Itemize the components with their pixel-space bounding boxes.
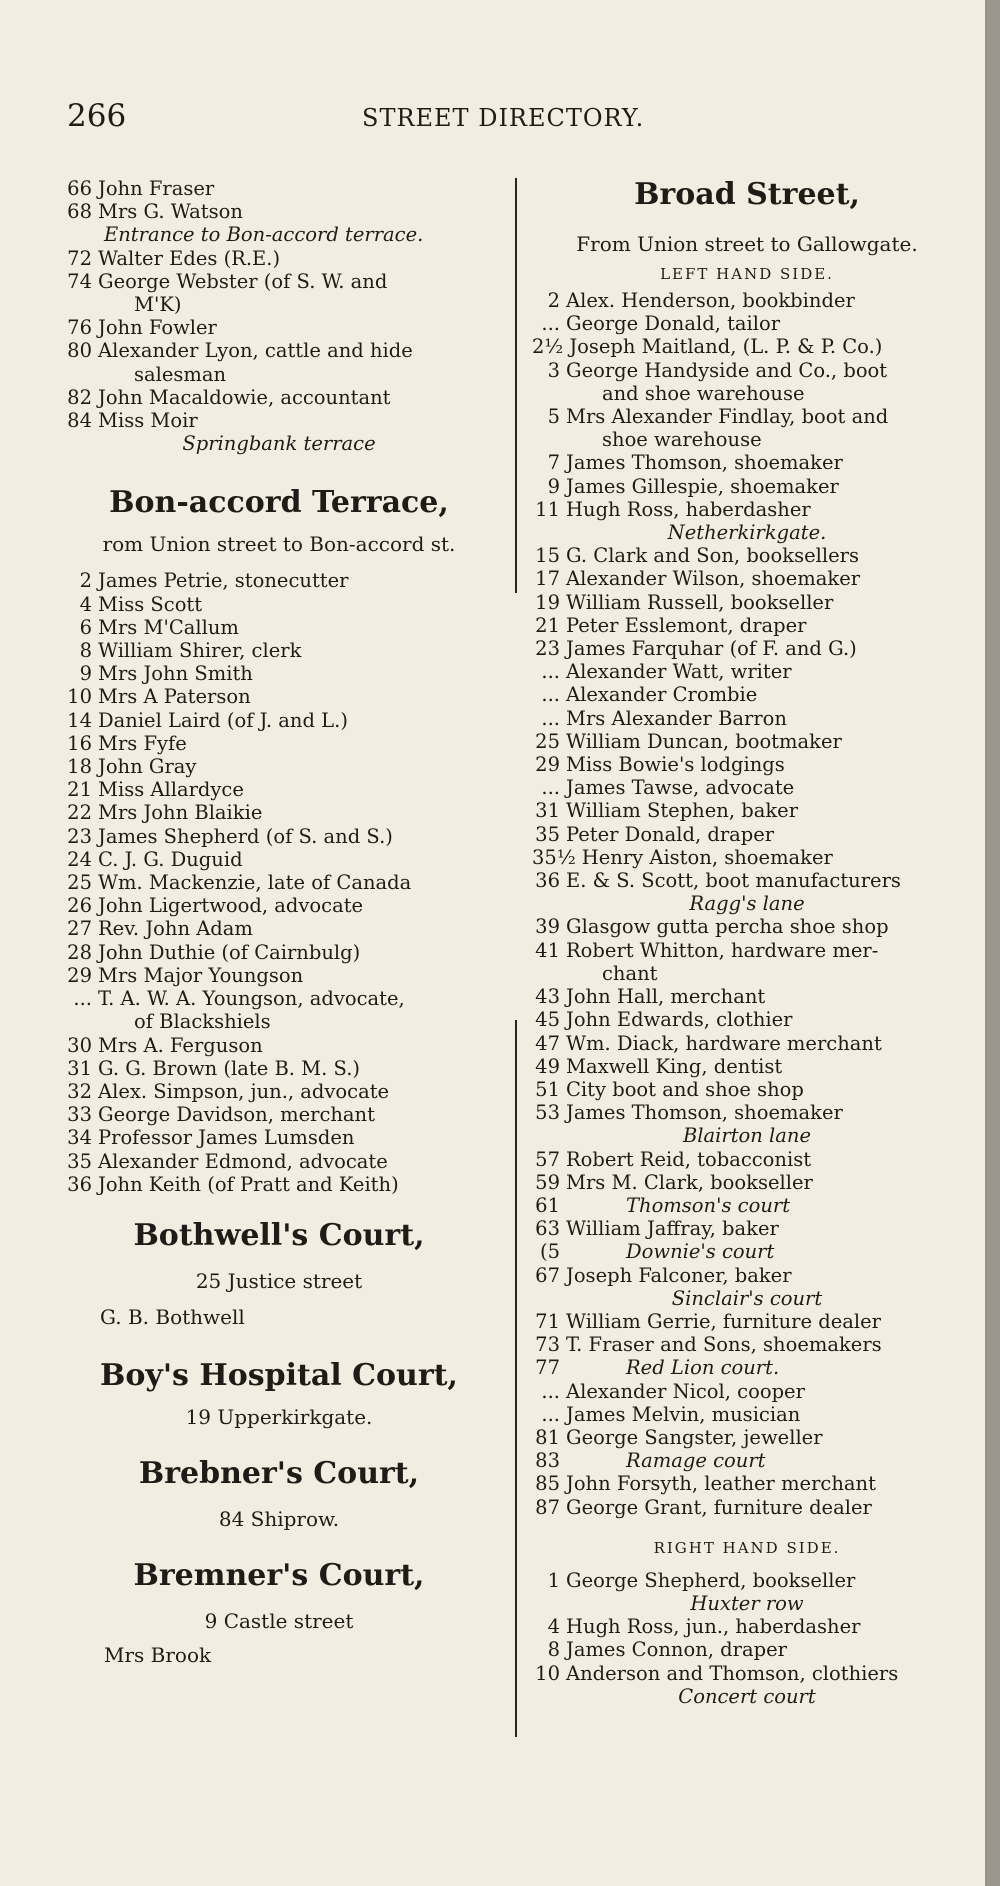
occupant-name: Alexander Edmond, advocate bbox=[98, 1149, 388, 1173]
directory-entry bbox=[532, 335, 962, 358]
occupant-name: Alexander Watt, writer bbox=[566, 660, 792, 684]
house-number: ... bbox=[541, 312, 560, 336]
entry-continuation: M'K) bbox=[134, 293, 182, 317]
occupant-name: Glasgow gutta percha shoe shop bbox=[566, 915, 889, 939]
house-number: 83 bbox=[535, 1449, 560, 1473]
directory-entry bbox=[64, 732, 494, 755]
occupant-name: John Macaldowie, accountant bbox=[98, 385, 391, 409]
house-number: 77 bbox=[535, 1356, 560, 1380]
occupant-name: James Thomson, shoemaker bbox=[566, 1101, 843, 1125]
side-label: LEFT HAND SIDE. bbox=[660, 265, 834, 283]
directory-entry bbox=[64, 593, 494, 616]
occupant-name: Mrs John Smith bbox=[98, 662, 253, 686]
directory-entry bbox=[64, 316, 494, 339]
occupant-name: Mrs A Paterson bbox=[98, 685, 251, 709]
occupant-name: John Gray bbox=[98, 755, 197, 779]
occupant-name: Mrs Alexander Findlay, boot and bbox=[566, 405, 889, 429]
occupant-name: Mrs Alexander Barron bbox=[566, 706, 787, 730]
page-edge bbox=[985, 0, 1000, 1886]
occupant-name: Peter Esslemont, draper bbox=[566, 613, 807, 637]
section-heading: Boy's Hospital Court, bbox=[100, 1357, 458, 1393]
section-heading: Broad Street, bbox=[634, 177, 860, 212]
house-number: 23 bbox=[535, 637, 560, 661]
street-note: Springbank terrace bbox=[182, 432, 376, 456]
occupant-name: Alex. Simpson, jun., advocate bbox=[98, 1079, 390, 1103]
house-number: 68 bbox=[67, 200, 92, 224]
directory-entry bbox=[532, 289, 962, 312]
house-number: 16 bbox=[67, 731, 92, 755]
occupant-name: E. & S. Scott, boot manufacturers bbox=[566, 869, 901, 893]
house-number: 2 bbox=[547, 289, 560, 312]
directory-entry bbox=[64, 825, 494, 848]
house-number: 22 bbox=[67, 801, 92, 825]
occupant-name: George Handyside and Co., boot bbox=[566, 358, 888, 382]
house-number: 59 bbox=[535, 1170, 560, 1194]
directory-entry bbox=[64, 685, 494, 708]
house-number: ... bbox=[541, 683, 560, 707]
directory-entry bbox=[64, 639, 494, 662]
right-column bbox=[532, 177, 962, 1708]
house-number: 72 bbox=[67, 246, 92, 270]
directory-entry bbox=[532, 637, 962, 660]
occupant-name: George Webster (of S. W. and bbox=[98, 269, 388, 293]
directory-entry bbox=[64, 1150, 494, 1173]
street-note: Huxter row bbox=[690, 1591, 804, 1615]
continued-entries bbox=[64, 177, 494, 223]
house-number: 9 bbox=[547, 474, 560, 498]
house-number: 27 bbox=[67, 917, 92, 941]
house-number: 81 bbox=[535, 1425, 560, 1449]
house-number: ... bbox=[73, 987, 92, 1011]
directory-entry bbox=[532, 683, 962, 706]
occupant-name: Hugh Ross, haberdasher bbox=[566, 497, 811, 521]
occupant-name: James Petrie, stonecutter bbox=[98, 569, 349, 593]
house-number: 1 bbox=[547, 1568, 560, 1592]
occupant-name: Alexander Lyon, cattle and hide bbox=[98, 339, 413, 363]
column-rule-top bbox=[515, 178, 517, 593]
occupant-name: Daniel Laird (of J. and L.) bbox=[98, 708, 348, 732]
occupant-name: Maxwell King, dentist bbox=[566, 1054, 783, 1078]
occupant-name: James Melvin, musician bbox=[566, 1402, 801, 1426]
house-number: 35 bbox=[67, 1149, 92, 1173]
occupant-name: John Keith (of Pratt and Keith) bbox=[98, 1172, 399, 1196]
directory-entry bbox=[532, 1148, 962, 1171]
directory-entry bbox=[532, 1449, 962, 1472]
street-note: Netherkirkgate. bbox=[667, 521, 827, 545]
directory-entry bbox=[64, 894, 494, 917]
house-number: 35 bbox=[535, 822, 560, 846]
house-number: 31 bbox=[67, 1056, 92, 1080]
house-number: 28 bbox=[67, 940, 92, 964]
house-number: 21 bbox=[67, 778, 92, 802]
left-column bbox=[64, 177, 494, 1668]
occupant-name: James Tawse, advocate bbox=[566, 776, 795, 800]
occupant-name: Alexander Nicol, cooper bbox=[566, 1379, 805, 1403]
house-number: 19 bbox=[535, 590, 560, 614]
occupant-name: William Stephen, baker bbox=[566, 799, 799, 823]
street-note: Blairton lane bbox=[682, 1124, 812, 1148]
house-number: 15 bbox=[535, 544, 560, 568]
directory-entry bbox=[64, 1034, 494, 1057]
directory-entry bbox=[532, 985, 962, 1008]
occupant-name: George Davidson, merchant bbox=[98, 1103, 375, 1127]
house-number: 73 bbox=[535, 1333, 560, 1357]
house-number: 36 bbox=[67, 1172, 92, 1196]
occupant-name: Hugh Ross, jun., haberdasher bbox=[566, 1615, 861, 1639]
house-number: 8 bbox=[547, 1638, 560, 1662]
directory-entry bbox=[64, 871, 494, 894]
house-number: ... bbox=[541, 776, 560, 800]
column-rule-bottom bbox=[515, 1020, 517, 1737]
directory-entry bbox=[64, 386, 494, 409]
house-number: 63 bbox=[535, 1217, 560, 1241]
directory-entry bbox=[532, 1426, 962, 1449]
house-number: 36 bbox=[535, 869, 560, 893]
house-number: 67 bbox=[535, 1263, 560, 1287]
directory-entry bbox=[532, 823, 962, 846]
directory-entry bbox=[532, 1032, 962, 1055]
house-number: 80 bbox=[67, 339, 92, 363]
directory-entry bbox=[532, 1101, 962, 1124]
occupant-name: John Fraser bbox=[98, 177, 215, 200]
house-number: 47 bbox=[535, 1031, 560, 1055]
occupant-name: James Farquhar (of F. and G.) bbox=[566, 637, 857, 661]
occupant-name: Robert Whitton, hardware mer- bbox=[566, 938, 879, 962]
directory-entry bbox=[532, 1310, 962, 1333]
page-number: 266 bbox=[67, 98, 127, 134]
occupant-name: John Hall, merchant bbox=[566, 985, 766, 1009]
directory-entry bbox=[64, 270, 494, 293]
occupant-name: John Duthie (of Cairnbulg) bbox=[98, 940, 361, 964]
occupant-name: Joseph Falconer, baker bbox=[566, 1263, 792, 1287]
occupant-name: G. Clark and Son, booksellers bbox=[566, 544, 859, 568]
directory-entry bbox=[532, 1569, 962, 1592]
occupant-name: John Fowler bbox=[98, 316, 217, 340]
occupant-name: C. J. G. Duguid bbox=[98, 847, 243, 871]
occupant-name: George Sangster, jeweller bbox=[566, 1425, 823, 1449]
occupant-name: Miss Allardyce bbox=[98, 778, 244, 802]
occupant-name: Joseph Maitland, (L. P. & P. Co.) bbox=[569, 335, 883, 359]
house-number: 66 bbox=[67, 177, 92, 200]
house-number: 11 bbox=[535, 497, 560, 521]
house-number: 39 bbox=[535, 915, 560, 939]
street-note: Downie's court bbox=[626, 1240, 775, 1264]
occupant-name: Mrs A. Ferguson bbox=[98, 1033, 263, 1057]
house-number: 35½ bbox=[532, 845, 576, 869]
occupant-name: William Shirer, clerk bbox=[98, 639, 302, 663]
directory-entry bbox=[64, 755, 494, 778]
directory-entry bbox=[532, 1264, 962, 1287]
occupant-name: William Duncan, bootmaker bbox=[566, 729, 842, 753]
directory-entry bbox=[532, 567, 962, 590]
occupant-name: Mrs John Blaikie bbox=[98, 801, 263, 825]
house-number: 17 bbox=[535, 567, 560, 591]
directory-entry bbox=[532, 1333, 962, 1356]
directory-entry bbox=[64, 1103, 494, 1126]
occupant-name: Mrs Major Youngson bbox=[98, 963, 304, 987]
directory-entry bbox=[64, 616, 494, 639]
directory-entry bbox=[532, 799, 962, 822]
house-number: 24 bbox=[67, 847, 92, 871]
entry-continuation: of Blackshiels bbox=[134, 1010, 271, 1034]
directory-entry bbox=[64, 917, 494, 940]
house-number: 57 bbox=[535, 1147, 560, 1171]
bon-accord-entries bbox=[64, 569, 494, 1195]
directory-entry bbox=[64, 662, 494, 685]
directory-entry bbox=[532, 1380, 962, 1403]
house-number: 26 bbox=[67, 894, 92, 918]
directory-entry bbox=[532, 869, 962, 892]
directory-entry bbox=[64, 1173, 494, 1196]
occupant-name: Rev. John Adam bbox=[98, 917, 253, 941]
house-number: 51 bbox=[535, 1077, 560, 1101]
directory-entry bbox=[532, 312, 962, 335]
house-number: 87 bbox=[535, 1495, 560, 1519]
occupant-name: City boot and shoe shop bbox=[566, 1077, 804, 1101]
house-number: 53 bbox=[535, 1101, 560, 1125]
house-number: 21 bbox=[535, 613, 560, 637]
directory-entry bbox=[532, 591, 962, 614]
house-number: 5 bbox=[547, 405, 560, 429]
house-number: 6 bbox=[79, 615, 92, 639]
directory-entry bbox=[532, 475, 962, 498]
section-heading: Brebner's Court, bbox=[138, 1455, 420, 1491]
directory-entry bbox=[532, 359, 962, 382]
house-number: 43 bbox=[535, 985, 560, 1009]
directory-entry bbox=[532, 939, 962, 962]
house-number: 3 bbox=[547, 358, 560, 382]
occupant-name: Anderson and Thomson, clothiers bbox=[566, 1661, 899, 1685]
directory-entry bbox=[532, 1240, 962, 1263]
occupant-name: Mrs M'Callum bbox=[98, 615, 239, 639]
directory-entry bbox=[64, 964, 494, 987]
occupant-name: John Ligertwood, advocate bbox=[98, 894, 364, 918]
directory-entry bbox=[64, 177, 494, 200]
house-number: 7 bbox=[547, 451, 560, 475]
house-number: ... bbox=[541, 1402, 560, 1426]
house-number: 2½ bbox=[532, 335, 564, 359]
house-number: 32 bbox=[67, 1079, 92, 1103]
directory-entry bbox=[532, 1472, 962, 1495]
court-resident: Mrs Brook bbox=[104, 1642, 212, 1667]
occupant-name: Walter Edes (R.E.) bbox=[98, 246, 281, 270]
house-number: 49 bbox=[535, 1054, 560, 1078]
directory-entry bbox=[532, 1171, 962, 1194]
directory-entry bbox=[532, 1403, 962, 1426]
entry-continuation: shoe warehouse bbox=[602, 428, 762, 452]
right-side-entries bbox=[532, 1569, 962, 1708]
occupant-name: Peter Donald, draper bbox=[566, 822, 775, 846]
occupant-name: G. G. Brown (late B. M. S.) bbox=[98, 1056, 361, 1080]
house-number: 14 bbox=[67, 708, 92, 732]
directory-entry bbox=[532, 544, 962, 567]
directory-entry bbox=[532, 1217, 962, 1240]
directory-entry bbox=[532, 707, 962, 730]
house-number: 76 bbox=[67, 316, 92, 340]
house-number: 74 bbox=[67, 269, 92, 293]
occupant-name: Miss Moir bbox=[98, 409, 198, 433]
occupant-name: John Forsyth, leather merchant bbox=[566, 1472, 876, 1496]
directory-entry bbox=[532, 1638, 962, 1661]
side-label: RIGHT HAND SIDE. bbox=[653, 1538, 841, 1557]
occupant-name: Wm. Diack, hardware merchant bbox=[566, 1031, 882, 1055]
street-note: Ramage court bbox=[626, 1449, 766, 1473]
occupant-name: T. A. W. A. Youngson, advocate, bbox=[98, 987, 405, 1011]
court-address: 9 Castle street bbox=[204, 1608, 354, 1633]
directory-entry bbox=[532, 1194, 962, 1217]
continued-entries bbox=[64, 247, 494, 433]
street-route: rom Union street to Bon-accord st. bbox=[102, 532, 456, 557]
directory-entry bbox=[64, 200, 494, 223]
directory-entry bbox=[64, 941, 494, 964]
entry-continuation: chant bbox=[602, 961, 658, 985]
directory-entry bbox=[532, 915, 962, 938]
house-number: 33 bbox=[67, 1103, 92, 1127]
court-address: 84 Shiprow. bbox=[218, 1506, 340, 1531]
directory-entry bbox=[532, 1055, 962, 1078]
street-note: Thomson's court bbox=[626, 1193, 791, 1217]
house-number: 29 bbox=[67, 963, 92, 987]
directory-entry bbox=[532, 498, 962, 521]
occupant-name: James Thomson, shoemaker bbox=[566, 451, 843, 475]
occupant-name: Alexander Wilson, shoemaker bbox=[566, 567, 861, 591]
house-number: 82 bbox=[67, 385, 92, 409]
street-note: Sinclair's court bbox=[671, 1286, 823, 1310]
house-number: 10 bbox=[67, 685, 92, 709]
directory-entry bbox=[532, 660, 962, 683]
occupant-name: Mrs G. Watson bbox=[98, 200, 243, 224]
directory-entry bbox=[532, 405, 962, 428]
house-number: 10 bbox=[535, 1661, 560, 1685]
house-number: (5 bbox=[539, 1240, 560, 1264]
house-number: 45 bbox=[535, 1008, 560, 1032]
occupant-name: T. Fraser and Sons, shoemakers bbox=[566, 1333, 882, 1357]
house-number: ... bbox=[541, 1379, 560, 1403]
directory-entry bbox=[532, 1496, 962, 1519]
section-heading: Bremner's Court, bbox=[133, 1557, 425, 1593]
occupant-name: James Shepherd (of S. and S.) bbox=[98, 824, 393, 848]
directory-entry bbox=[532, 846, 962, 869]
occupant-name: Alexander Crombie bbox=[566, 683, 758, 707]
house-number: 25 bbox=[67, 871, 92, 895]
street-route: From Union street to Gallowgate. bbox=[576, 232, 918, 256]
house-number: 8 bbox=[79, 639, 92, 663]
house-number: ... bbox=[541, 660, 560, 684]
directory-entry bbox=[64, 1080, 494, 1103]
occupant-name: George Donald, tailor bbox=[566, 312, 781, 336]
directory-entry bbox=[532, 1615, 962, 1638]
occupant-name: George Grant, furniture dealer bbox=[566, 1495, 872, 1519]
occupant-name: William Gerrie, furniture dealer bbox=[566, 1309, 881, 1333]
house-number: 4 bbox=[79, 592, 92, 616]
occupant-name: Alex. Henderson, bookbinder bbox=[566, 289, 855, 312]
court-address: 25 Justice street bbox=[195, 1268, 363, 1293]
house-number: 2 bbox=[79, 569, 92, 593]
occupant-name: Mrs Fyfe bbox=[98, 731, 187, 755]
occupant-name: Professor James Lumsden bbox=[98, 1126, 355, 1150]
directory-entry bbox=[532, 1356, 962, 1379]
court-address: 19 Upperkirkgate. bbox=[185, 1404, 373, 1429]
directory-entry bbox=[64, 569, 494, 592]
directory-entry bbox=[532, 730, 962, 753]
directory-entry bbox=[64, 987, 494, 1010]
occupant-name: William Russell, bookseller bbox=[566, 590, 834, 614]
directory-entry bbox=[64, 409, 494, 432]
occupant-name: Henry Aiston, shoemaker bbox=[581, 845, 833, 869]
directory-entry bbox=[532, 1078, 962, 1101]
house-number: 4 bbox=[547, 1615, 560, 1639]
house-number: 25 bbox=[535, 729, 560, 753]
occupant-name: James Connon, draper bbox=[566, 1638, 787, 1662]
house-number: 84 bbox=[67, 409, 92, 433]
directory-entry bbox=[64, 801, 494, 824]
house-number: 18 bbox=[67, 755, 92, 779]
house-number: 31 bbox=[535, 799, 560, 823]
directory-entry bbox=[64, 848, 494, 871]
directory-entry bbox=[532, 614, 962, 637]
occupant-name: Miss Scott bbox=[98, 592, 203, 616]
occupant-name: William Jaffray, baker bbox=[566, 1217, 779, 1241]
directory-entry bbox=[64, 1057, 494, 1080]
directory-entry bbox=[64, 778, 494, 801]
street-note: Entrance to Bon-accord terrace. bbox=[104, 223, 424, 247]
entry-continuation: and shoe warehouse bbox=[602, 381, 805, 405]
house-number: 29 bbox=[535, 753, 560, 777]
directory-entry bbox=[532, 776, 962, 799]
house-number: 85 bbox=[535, 1472, 560, 1496]
directory-entry bbox=[532, 753, 962, 776]
left-side-entries bbox=[532, 289, 962, 1519]
directory-entry bbox=[532, 1008, 962, 1031]
street-note: Concert court bbox=[678, 1684, 816, 1708]
house-number: ... bbox=[541, 706, 560, 730]
directory-entry bbox=[64, 247, 494, 270]
directory-entry bbox=[64, 709, 494, 732]
house-number: 71 bbox=[535, 1309, 560, 1333]
house-number: 34 bbox=[67, 1126, 92, 1150]
occupant-name: Robert Reid, tobacconist bbox=[566, 1147, 812, 1171]
running-title: STREET DIRECTORY. bbox=[362, 104, 645, 132]
house-number: 30 bbox=[67, 1033, 92, 1057]
house-number: 9 bbox=[79, 662, 92, 686]
entry-continuation: salesman bbox=[134, 362, 227, 386]
house-number: 23 bbox=[67, 824, 92, 848]
section-heading: Bon-accord Terrace, bbox=[109, 485, 449, 521]
street-note: Red Lion court. bbox=[626, 1356, 780, 1380]
occupant-name: James Gillespie, shoemaker bbox=[566, 474, 839, 498]
street-note: Ragg's lane bbox=[689, 892, 805, 916]
court-resident: G. B. Bothwell bbox=[100, 1304, 245, 1329]
occupant-name: Wm. Mackenzie, late of Canada bbox=[98, 871, 412, 895]
occupant-name: George Shepherd, bookseller bbox=[566, 1568, 856, 1592]
occupant-name: Mrs M. Clark, bookseller bbox=[566, 1170, 813, 1194]
house-number: 61 bbox=[535, 1193, 560, 1217]
section-heading: Bothwell's Court, bbox=[133, 1217, 425, 1253]
occupant-name: John Edwards, clothier bbox=[566, 1008, 793, 1032]
occupant-name: Miss Bowie's lodgings bbox=[566, 753, 785, 777]
directory-entry bbox=[64, 1126, 494, 1149]
house-number: 41 bbox=[535, 938, 560, 962]
directory-entry bbox=[532, 451, 962, 474]
directory-entry bbox=[532, 1662, 962, 1685]
directory-entry bbox=[64, 339, 494, 362]
